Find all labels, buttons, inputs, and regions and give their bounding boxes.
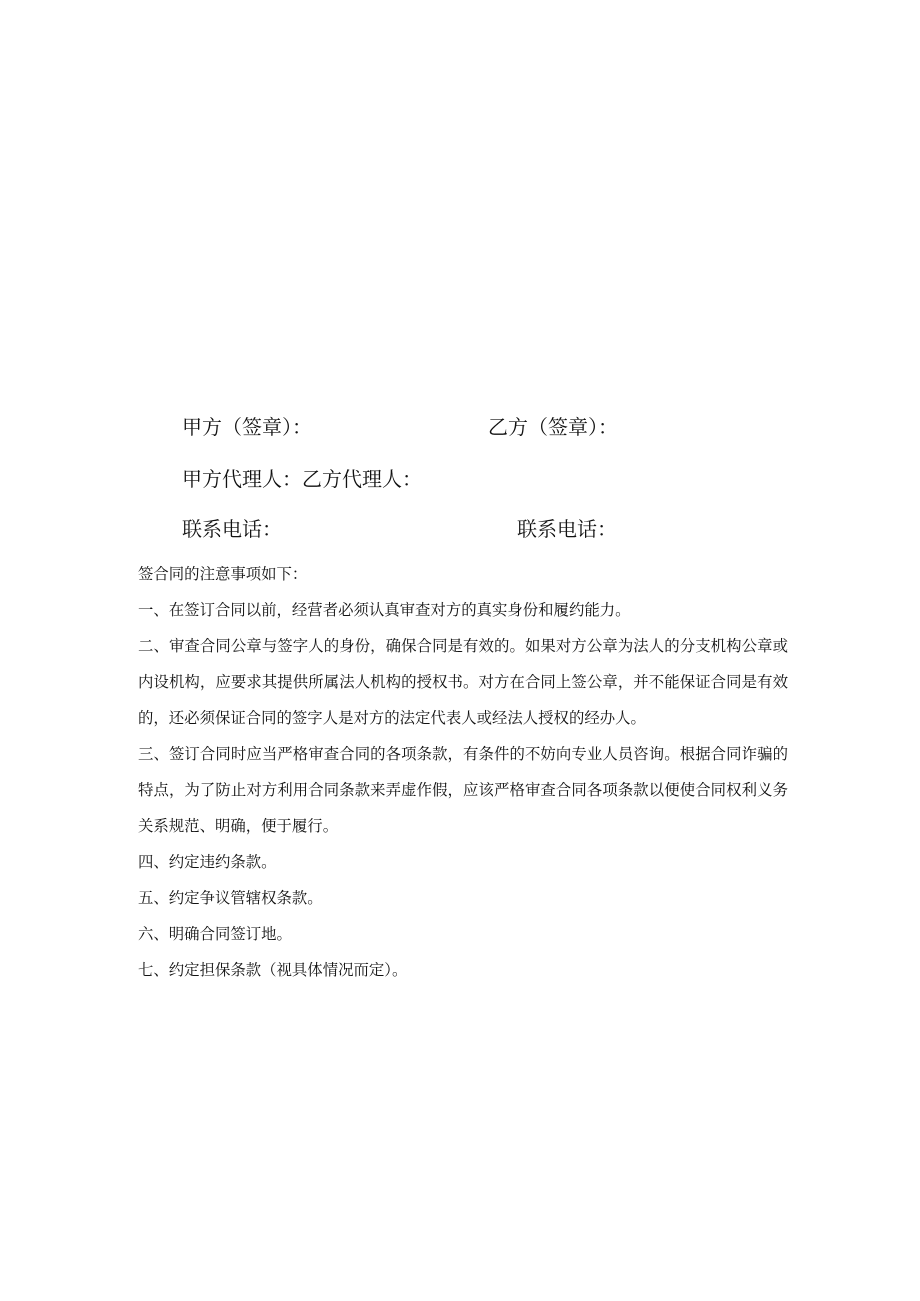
notes-section bbox=[138, 556, 788, 988]
party-b-seal-label: 乙方（签章）： bbox=[488, 415, 618, 439]
notes-heading: 签合同的注意事项如下： bbox=[138, 565, 308, 583]
notes-item-3: 三、签订合同时应当严格审查合同的各项条款，有条件的不妨向专业人员咨询。根据合同诈骗的特点，为了防止对方利用合同条款来弄虚作假，应该严格审查合同各项条款以便使合同权利义务关系规范、明确，便于履行。 bbox=[138, 745, 788, 835]
notes-item-1: 一、在签订合同以前，经营者必须认真审查对方的真实身份和履约能力。 bbox=[138, 601, 631, 619]
party-a-phone-label: 联系电话： bbox=[182, 517, 282, 541]
notes-item-4: 四、约定违约条款。 bbox=[138, 853, 277, 871]
party-b-phone-label: 联系电话： bbox=[517, 517, 617, 541]
notes-item-5: 五、约定争议管辖权条款。 bbox=[138, 889, 323, 907]
notes-item-6: 六、明确合同签订地。 bbox=[138, 925, 292, 943]
notes-item-2: 二、审查合同公章与签字人的身份，确保合同是有效的。如果对方公章为法人的分支机构公章或内设机构，应要求其提供所属法人机构的授权书。对方在合同上签公章，并不能保证合同是有效的，还必须保证合同的签字人是对方的法定代表人或经法人授权的经办人。 bbox=[138, 637, 788, 727]
party-b-agent-label: 乙方代理人： bbox=[302, 467, 422, 491]
party-a-agent-label: 甲方代理人： bbox=[182, 467, 302, 491]
agent-line bbox=[182, 466, 422, 492]
party-a-seal-label: 甲方（签章）： bbox=[182, 415, 312, 439]
notes-item-7: 七、约定担保条款（视具体情况而定）。 bbox=[138, 961, 408, 979]
